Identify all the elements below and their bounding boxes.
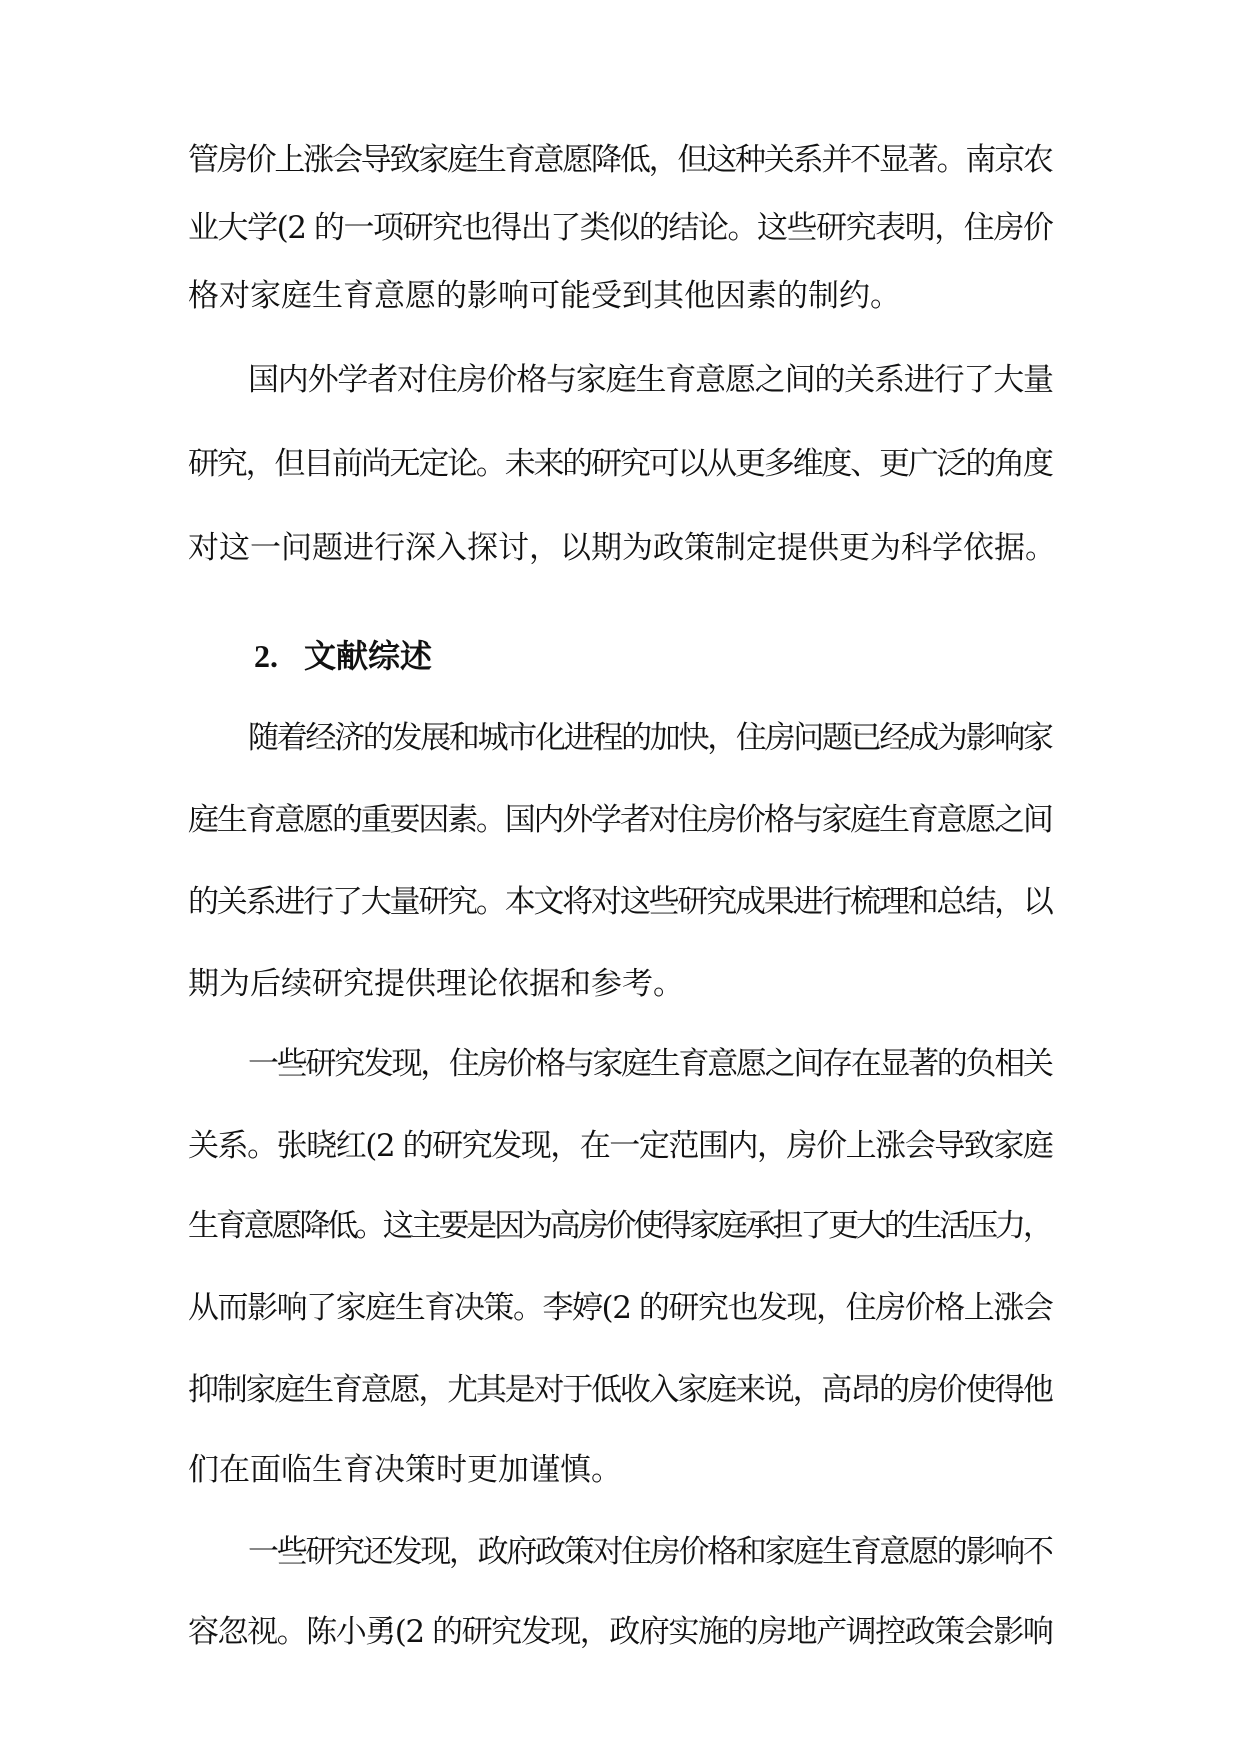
- text-line: 国内外学者对住房价格与家庭生育意愿之间的关系进行了大量: [248, 362, 1053, 398]
- text-line: 从而影响了家庭生育决策。李婷(2 的研究也发现，住房价格上涨会: [188, 1290, 1053, 1326]
- text-line: 业大学(2 的一项研究也得出了类似的结论。这些研究表明，住房价: [188, 210, 1053, 246]
- text-line: 生育意愿降低。这主要是因为高房价使得家庭承担了更大的生活压力，: [188, 1208, 1051, 1244]
- text-line: 关系。张晓红(2 的研究发现，在一定范围内，房价上涨会导致家庭: [188, 1128, 1053, 1164]
- section-heading: [254, 636, 432, 676]
- section-title: 文献综述: [304, 637, 433, 675]
- text-line: 格对家庭生育意愿的影响可能受到其他因素的制约。: [188, 278, 901, 314]
- text-line: 随着经济的发展和城市化进程的加快，住房问题已经成为影响家: [248, 720, 1052, 756]
- text-line: 一些研究还发现，政府政策对住房价格和家庭生育意愿的影响不: [248, 1534, 1052, 1570]
- text-line: 期为后续研究提供理论依据和参考。: [188, 966, 684, 1002]
- text-line: 对这一问题进行深入探讨，以期为政策制定提供更为科学依据。: [188, 530, 1056, 566]
- text-line: 的关系进行了大量研究。本文将对这些研究成果进行梳理和总结，以: [188, 884, 1052, 920]
- text-line: 一些研究发现，住房价格与家庭生育意愿之间存在显著的负相关: [248, 1046, 1052, 1082]
- section-number: 2.: [254, 638, 278, 674]
- text-line: 容忽视。陈小勇(2 的研究发现，政府实施的房地产调控政策会影响: [188, 1614, 1053, 1650]
- text-line: 庭生育意愿的重要因素。国内外学者对住房价格与家庭生育意愿之间: [188, 802, 1052, 838]
- text-line: 管房价上涨会导致家庭生育意愿降低，但这种关系并不显著。南京农: [188, 142, 1052, 178]
- text-line: 抑制家庭生育意愿，尤其是对于低收入家庭来说，高昂的房价使得他: [188, 1372, 1052, 1408]
- text-line: 们在面临生育决策时更加谨慎。: [188, 1452, 622, 1488]
- text-line: 研究，但目前尚无定论。未来的研究可以从更多维度、更广泛的角度: [188, 446, 1052, 482]
